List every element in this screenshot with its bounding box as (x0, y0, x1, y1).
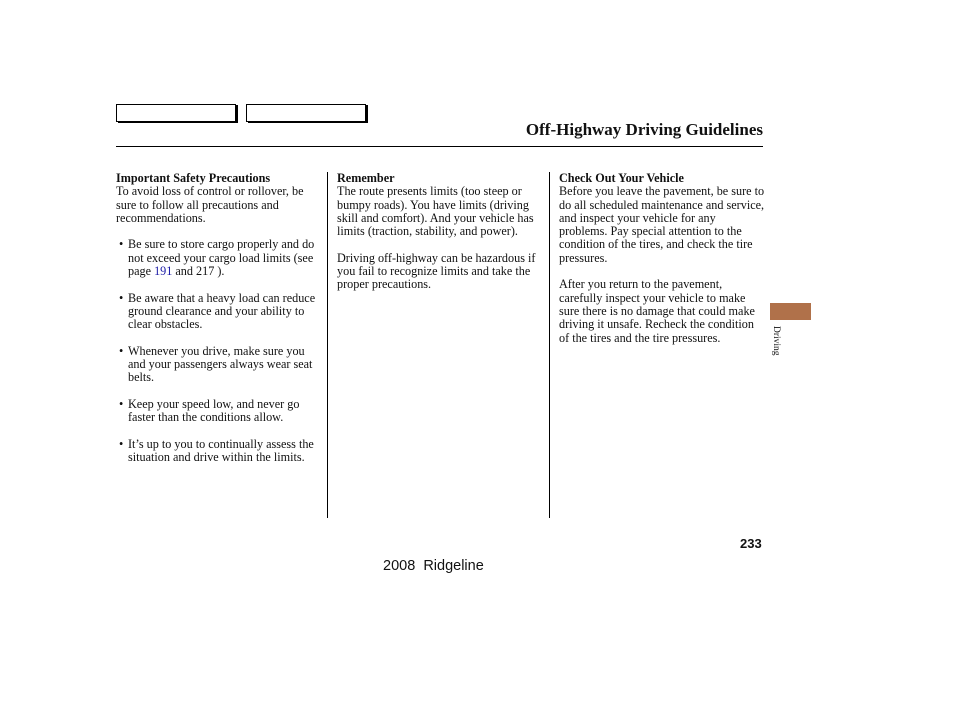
list-item (116, 438, 322, 465)
list-item (116, 292, 322, 332)
bullet-icon: • (119, 343, 124, 358)
bullet-icon: • (119, 237, 124, 252)
safety-heading: Important Safety Precautions (116, 171, 271, 185)
remember-paragraph: Driving off-highway can be hazardous if you fail to recognize limits and take the proper precautions. (337, 250, 536, 292)
next-page-button[interactable] (246, 104, 366, 122)
safety-list (116, 238, 322, 464)
column-divider (549, 172, 550, 518)
column-divider (327, 172, 328, 518)
list-item (116, 345, 322, 385)
section-tab (770, 303, 811, 320)
list-item (116, 398, 322, 425)
safety-intro: To avoid loss of control or rollover, be sure to follow all precautions and recommendations. (116, 184, 304, 225)
safety-column (116, 172, 322, 465)
list-item-text: and 217 (172, 264, 215, 279)
remember-heading: Remember (337, 171, 395, 185)
previous-page-button[interactable] (116, 104, 236, 122)
checkout-paragraph: Before you leave the pavement, be sure to do all scheduled maintenance and service, and inspect your vehicle for any problems. Pay special attention to the condition of the tires, and check the tire pressures. (559, 184, 765, 265)
remember-paragraph: The route presents limits (too steep or bumpy roads). You have limits (driving skill and comfort). And your vehicle has limits (traction, stability, and power). (337, 184, 534, 239)
checkout-heading: Check Out Your Vehicle (559, 171, 684, 185)
list-item-text: Be sure to store cargo properly and do not exceed your cargo load limits (see page (128, 237, 315, 279)
bullet-icon: • (119, 436, 124, 451)
bullet-icon: • (119, 397, 124, 412)
list-item-text: Be aware that a heavy load can reduce ground clearance and your ability to clear obstacles. (128, 290, 316, 332)
list-item-text: Whenever you drive, make sure you and your passengers always wear seat belts. (128, 343, 313, 385)
page-number: 233 (740, 536, 762, 551)
remember-column (337, 172, 543, 292)
footer-title: 2008 Ridgeline (383, 558, 484, 574)
list-item-text: ). (214, 264, 225, 279)
page-link-191[interactable]: 191 (154, 264, 173, 279)
page-title: Off-Highway Driving Guidelines (525, 120, 763, 139)
list-item-text: Keep your speed low, and never go faster than the conditions allow. (128, 397, 300, 425)
checkout-column (559, 172, 765, 345)
checkout-paragraph: After you return to the pavement, carefully inspect your vehicle to make sure there is no damage that could make driving it unsafe. Recheck the condition of the tires and the tire pressures. (559, 277, 755, 345)
section-tab-label: Driving (771, 326, 781, 356)
title-divider (116, 146, 763, 147)
list-item-text: It’s up to you to continually assess the situation and drive within the limits. (128, 436, 314, 465)
list-item (116, 238, 322, 278)
bullet-icon: • (119, 290, 124, 305)
